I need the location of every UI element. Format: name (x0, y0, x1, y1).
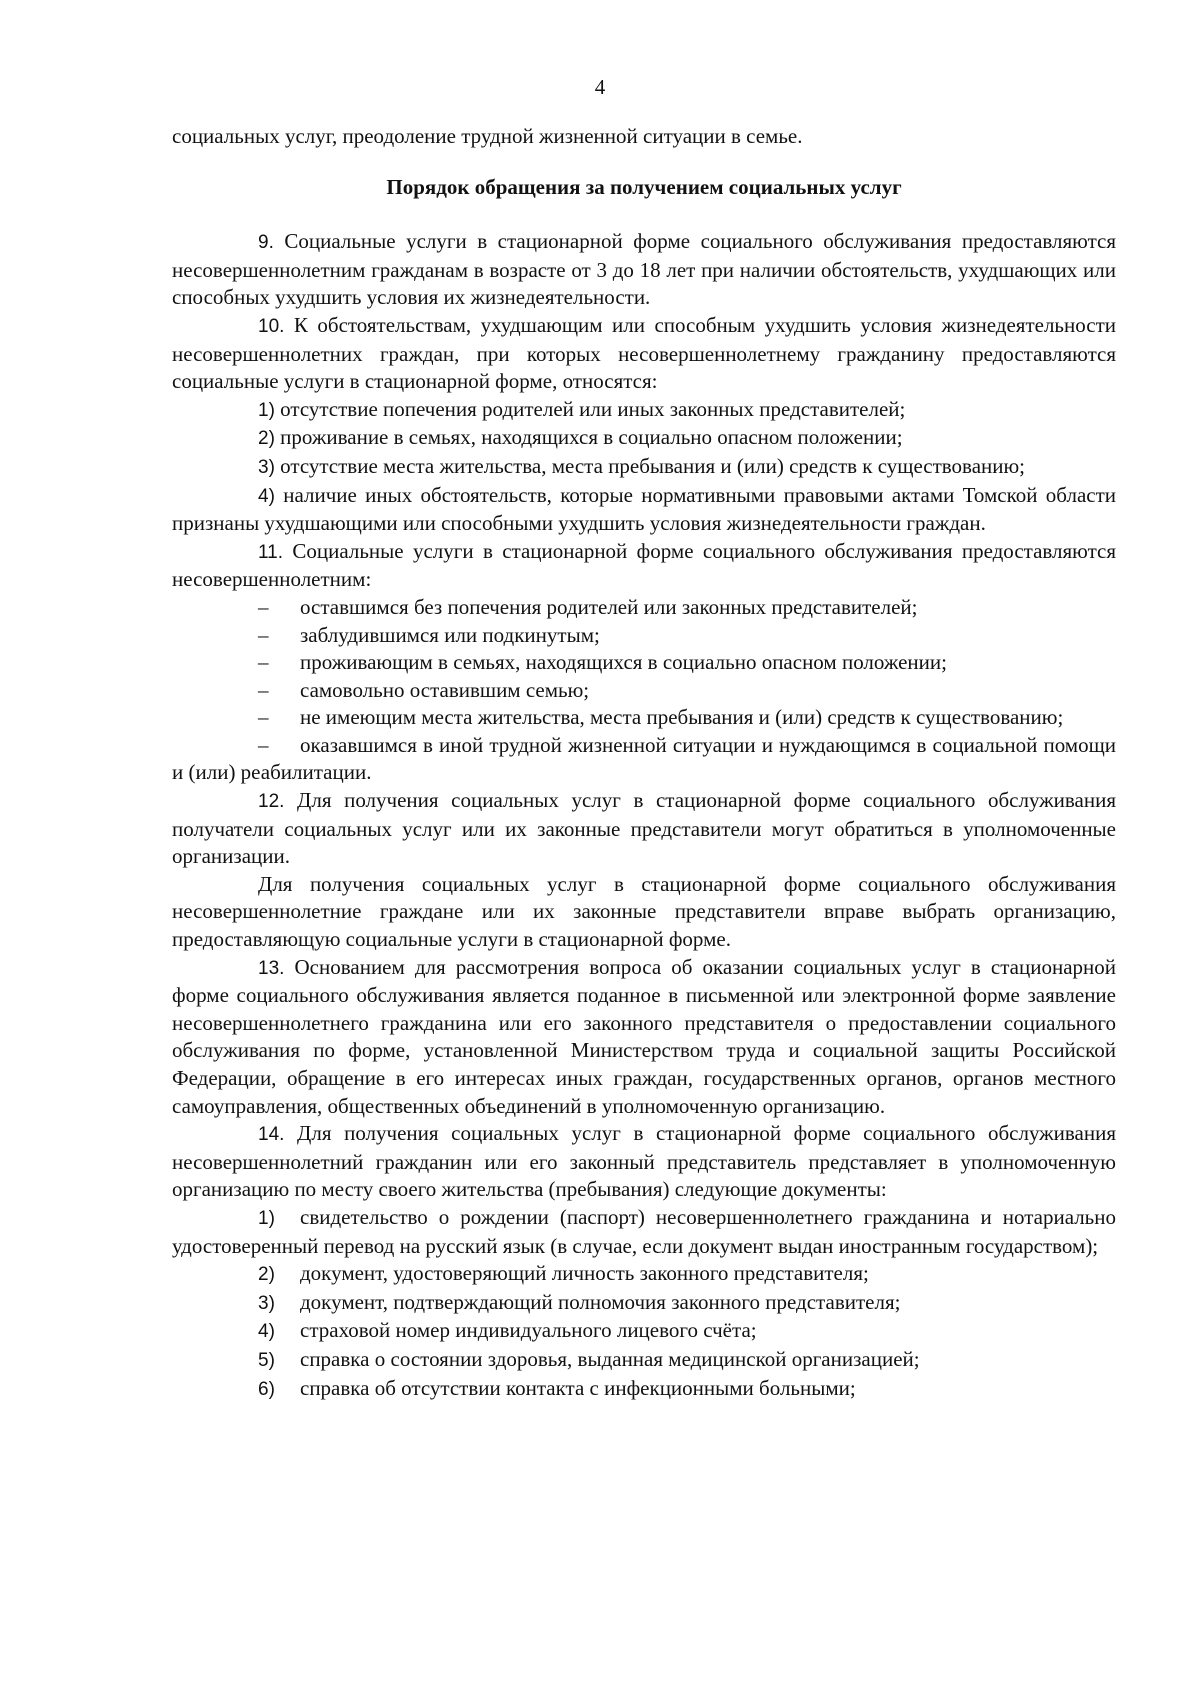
document-item (172, 1289, 1116, 1318)
item-number: 3) (258, 1292, 275, 1314)
item-text: проживающим в семьях, находящихся в социально опасном положении; (300, 650, 947, 675)
item-number: 2) (258, 428, 275, 450)
item-text: документ, удостоверяющий личность законного представителя; (300, 1261, 869, 1286)
item-number: 6) (258, 1378, 275, 1400)
item-text: страховой номер индивидуального лицевого счёта; (300, 1318, 757, 1343)
list-item (172, 482, 1116, 538)
item-number: 1) (258, 399, 275, 421)
item-number: 4) (258, 485, 275, 507)
paragraph-text: К обстоятельствам, ухудшающим или способным ухудшить условия жизнедеятельности несовершеннолетних граждан, при которых несовершеннолетнему гражданину предоставляются социальные услуги в стационарной форме, относятся: (172, 312, 1116, 394)
paragraph-14 (172, 1120, 1116, 1204)
paragraph-text: Социальные услуги в стационарной форме социального обслуживания предоставляются несовершеннолетним гражданам в возрасте от 3 до 18 лет при наличии обстоятельств, ухудшающих или способных ухудшить условия их жизнедеятельности. (172, 229, 1116, 310)
document-item (172, 1375, 1116, 1404)
item-text: проживание в семьях, находящихся в социально опасном положении; (280, 425, 903, 450)
continuation-text: социальных услуг, преодоление трудной жизненной ситуации в семье. (172, 124, 803, 148)
document-item (172, 1317, 1116, 1346)
item-number: 5) (258, 1349, 275, 1371)
item-text: справка о состоянии здоровья, выданная медицинской организацией; (300, 1346, 920, 1371)
paragraph-10 (172, 312, 1116, 396)
paragraph-number: 10. (258, 315, 285, 337)
dash-marker: – (258, 677, 269, 702)
paragraph-number: 11. (258, 541, 284, 563)
item-text: наличие иных обстоятельств, которые нормативными правовыми актами Томской области признаны ухудшающими или способными ухудшить условия жизнедеятельности граждан. (172, 482, 1117, 536)
item-text: отсутствие места жительства, места пребывания и (или) средств к существованию; (280, 453, 1026, 478)
item-text: справка об отсутствии контакта с инфекционными больными; (300, 1375, 856, 1400)
document-item (172, 1346, 1116, 1375)
dash-marker: – (258, 594, 269, 619)
dash-item (172, 594, 1116, 622)
paragraph-text: Для получения социальных услуг в стационарной форме социального обслуживания получатели социальных услуг или их законные представители могут обратиться в уполномоченные организации. (172, 788, 1117, 869)
paragraph-number: 14. (258, 1124, 285, 1146)
paragraph-9 (172, 228, 1116, 312)
dash-item (172, 622, 1116, 650)
item-text: документ, подтверждающий полномочия законного представителя; (300, 1289, 901, 1314)
paragraph-text: Для получения социальных услуг в стационарной форме социального обслуживания несовершеннолетний гражданин или его законный представитель представляет в уполномоченную организацию по месту своего жительства (пребывания) следующие документы: (172, 1121, 1117, 1202)
item-text: оказавшимся в иной трудной жизненной ситуации и нуждающимся в социальной помощи и (или) реабилитации. (172, 732, 1116, 785)
item-text: заблудившимся или подкинутым; (300, 622, 600, 647)
list-item (172, 396, 1116, 425)
paragraph-number: 13. (258, 957, 285, 979)
item-number: 4) (258, 1321, 275, 1343)
document-item (172, 1260, 1116, 1289)
dash-item (172, 732, 1116, 787)
dash-marker: – (258, 732, 269, 757)
item-text: не имеющим места жительства, места пребывания и (или) средств к существованию; (300, 705, 1064, 730)
list-item (172, 424, 1116, 453)
item-text: оставшимся без попечения родителей или законных представителей; (300, 594, 918, 619)
dash-item (172, 704, 1116, 732)
paragraph-number: 9. (258, 232, 274, 254)
document-body (172, 123, 1116, 1403)
dash-marker: – (258, 650, 269, 675)
paragraph-12-continued: Для получения социальных услуг в стационарной форме социального обслуживания несовершеннолетние граждане или их законные представители вправе выбрать организацию, предоставляющую социальные услуги в стационарной форме. (172, 871, 1116, 952)
dash-marker: – (258, 705, 269, 730)
item-number: 3) (258, 456, 275, 478)
item-text: свидетельство о рождении (паспорт) несовершеннолетнего гражданина и нотариально удостоверенный перевод на русский язык (в случае, если документ выдан иностранным государством); (172, 1204, 1116, 1258)
item-number: 1) (258, 1207, 275, 1229)
item-text: отсутствие попечения родителей или иных законных представителей; (280, 396, 906, 421)
paragraph-12 (172, 787, 1116, 871)
dash-item (172, 649, 1116, 677)
paragraph-11 (172, 538, 1116, 594)
dash-marker: – (258, 622, 269, 647)
item-text: самовольно оставившим семью; (300, 677, 590, 702)
document-item (172, 1204, 1116, 1260)
page-number: 4 (594, 75, 606, 99)
paragraph-13 (172, 954, 1116, 1121)
list-item (172, 453, 1116, 482)
item-number: 2) (258, 1264, 275, 1286)
paragraph-text: Основанием для рассмотрения вопроса об оказании социальных услуг в стационарной форме социального обслуживания является поданное в письменной или электронной форме заявление несовершеннолетнего гражданина или его законного представителя о предоставлении социального обслуживания по форме, установленной Министерством труда и социальной защиты Российской Федерации, обращение в его интересах иных граждан, государственных органов, органов местного самоуправления, общественных объединений в уполномоченную организацию. (172, 954, 1117, 1118)
dash-item (172, 677, 1116, 705)
paragraph-text: Социальные услуги в стационарной форме социального обслуживания предоставляются несовершеннолетним: (172, 538, 1116, 592)
paragraph-number: 12. (258, 791, 285, 813)
section-heading: Порядок обращения за получением социальных услуг (386, 174, 902, 199)
